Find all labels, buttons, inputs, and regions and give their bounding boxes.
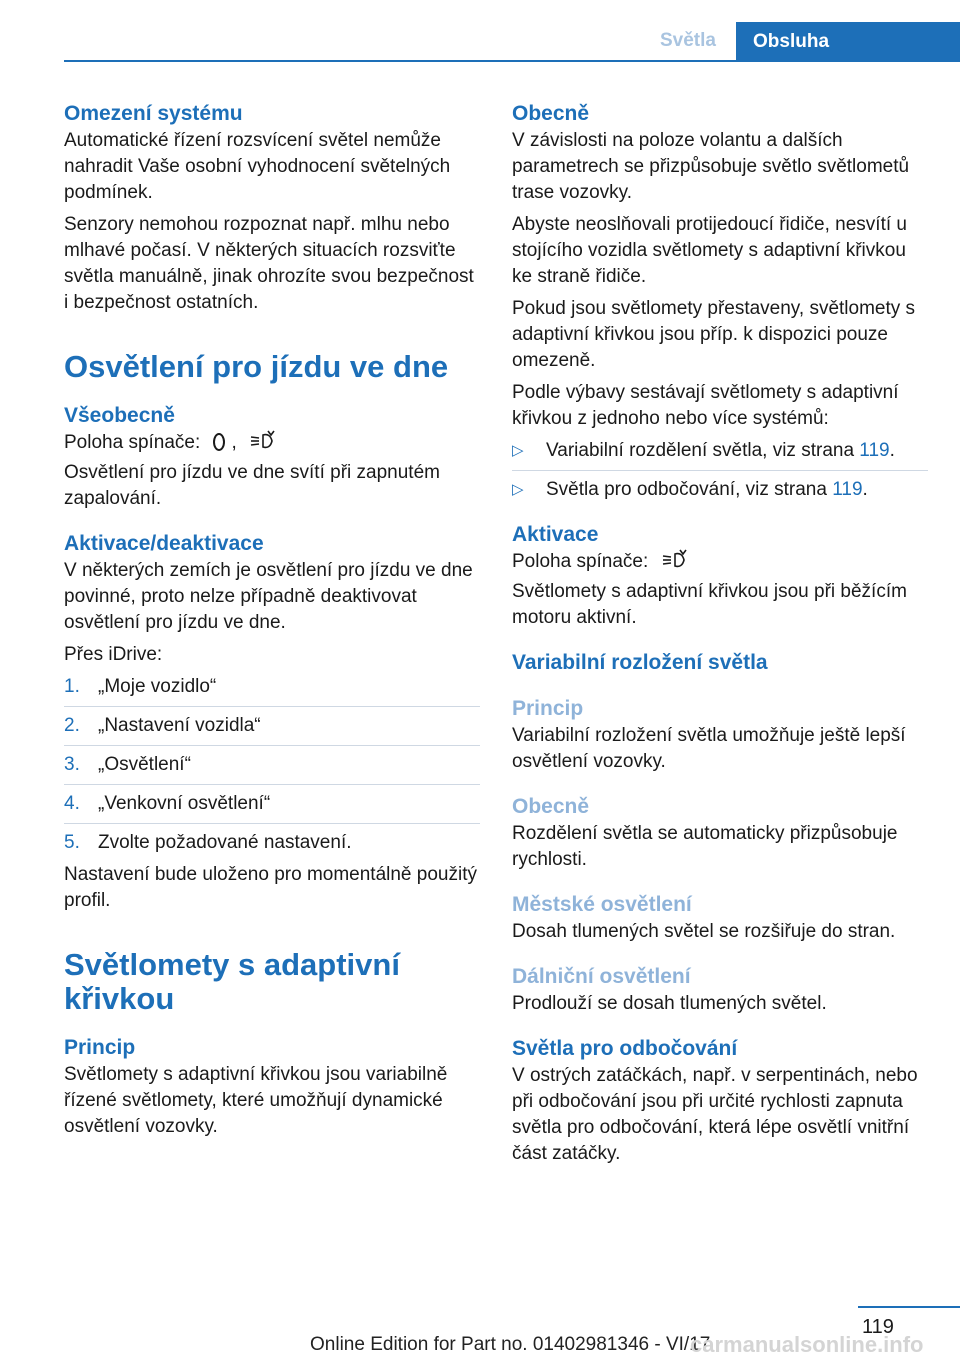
heading-obecne: Obecně — [512, 102, 590, 125]
step-text: „Nastavení vozidla“ — [98, 715, 261, 736]
ulozeno-paragraph: Nastavení bude uloženo pro momentálně použitý profil. — [64, 864, 477, 911]
switch-position-line — [64, 430, 480, 460]
switch-position-line — [512, 549, 928, 579]
step-number: 5. — [64, 832, 80, 853]
header-section-label: Světla — [660, 30, 716, 51]
list-item — [64, 830, 480, 856]
obecne-paragraph-4: Podle výbavy sestávají světlomety s adaptivní křivkou z jednoho nebo více systémů: — [512, 382, 899, 429]
bullet-triangle-icon: ▷ — [512, 481, 524, 498]
switch-position-label: Poloha spínače: — [512, 551, 649, 572]
heading-dalnicni: Dálniční osvětlení — [512, 965, 691, 988]
page-reference-link[interactable]: 119 — [832, 479, 863, 500]
step-number: 2. — [64, 715, 80, 736]
bullet-text: Světla pro odbočování, viz strana — [546, 479, 833, 500]
bullet-triangle-icon: ▷ — [512, 442, 524, 459]
princip-paragraph: Variabilní rozložení světla umožňuje ještě lepší osvětlení vozovky. — [512, 725, 906, 772]
heading-princip: Princip — [512, 697, 584, 720]
auto-headlight-icon — [248, 430, 278, 460]
vseobecne-paragraph: Osvětlení pro jízdu ve dne svítí při zapnutém zapalování. — [64, 462, 440, 509]
right-column — [512, 100, 928, 1167]
princip-paragraph: Světlomety s adaptivní křivkou jsou variabilně řízené světlomety, které umožňují dynamické osvětlení vozovky. — [64, 1064, 448, 1137]
list-item — [64, 674, 480, 700]
step-number: 4. — [64, 793, 80, 814]
heading-variabilni: Variabilní rozložení světla — [512, 651, 768, 674]
omezeni-paragraph-2: Senzory nemohou rozpoznat např. mlhu nebo mlhavé počasí. V některých situacích rozsviťte světla manuálně, jinak ohrozíte svou bezpečnost i bezpečnost ostatních. — [64, 214, 474, 313]
list-item: ▷ Světla pro odbočování, viz strana 119. — [512, 477, 928, 503]
heading-omezeni: Omezení systému — [64, 102, 243, 125]
step-number: 1. — [64, 676, 80, 697]
heading-mestske: Městské osvětlení — [512, 893, 692, 916]
footer-rule — [858, 1306, 960, 1308]
heading-aktivace: Aktivace — [512, 523, 599, 546]
obecne2-paragraph: Rozdělení světla se automaticky přizpůsobuje rychlosti. — [512, 823, 898, 870]
heading-adaptive: Světlomety s adaptivní křivkou — [64, 947, 400, 1016]
edition-footer: Online Edition for Part no. 01402981346 - VI/17 — [310, 1334, 711, 1355]
switch-position-0-icon — [212, 432, 226, 460]
bullet-text: Variabilní rozdělení světla, viz strana — [546, 440, 860, 461]
obecne-paragraph-2: Abyste neoslňovali protijedoucí řidiče, nesvítí u stojícího vozidla světlomety s adaptivní křivkou ke straně řidiče. — [512, 214, 907, 287]
mestske-paragraph: Dosah tlumených světel se rozšiřuje do stran. — [512, 921, 896, 942]
page-number: 119 — [862, 1316, 894, 1338]
auto-headlight-icon — [660, 549, 690, 579]
page-reference-link[interactable]: 119 — [859, 440, 890, 461]
heading-princip: Princip — [64, 1036, 136, 1059]
odbocovani-paragraph: V ostrých zatáčkách, např. v serpentinách, nebo při odbočování jsou při určité rychlosti zapnuta světla pro odbočování, která lépe osvětlí vnitřní část zatáčky. — [512, 1065, 918, 1164]
left-column — [64, 100, 480, 1140]
steps-list — [64, 674, 480, 856]
systems-list — [512, 438, 928, 503]
heading-odbocovani: Světla pro odbočování — [512, 1037, 738, 1060]
step-text: „Moje vozidlo“ — [98, 676, 217, 697]
step-text: „Osvětlení“ — [98, 754, 191, 775]
list-item — [64, 752, 480, 778]
list-item — [64, 713, 480, 739]
switch-position-label: Poloha spínače: — [64, 432, 201, 453]
list-item: ▷ Variabilní rozdělení světla, viz strana 119. — [512, 438, 928, 464]
watermark: carmanualsonline.info — [690, 1332, 924, 1357]
list-item — [64, 791, 480, 817]
step-text: „Venkovní osvětlení“ — [98, 793, 271, 814]
dalnicni-paragraph: Prodlouží se dosah tlumených světel. — [512, 993, 827, 1014]
obecne-paragraph-3: Pokud jsou světlomety přestaveny, světlomety s adaptivní křivkou jsou příp. k dispozici pouze omezeně. — [512, 298, 916, 371]
heading-obecne: Obecně — [512, 795, 590, 818]
aktivace-paragraph: V některých zemích je osvětlení pro jízdu ve dne povinné, proto nelze případně deaktivovat osvětlení pro jízdu ve dne. — [64, 560, 473, 633]
heading-drl: Osvětlení pro jízdu ve dne — [64, 349, 449, 384]
step-number: 3. — [64, 754, 80, 775]
header-tab-label: Obsluha — [736, 22, 960, 62]
step-text: Zvolte požadované nastavení. — [98, 832, 352, 853]
omezeni-paragraph-1: Automatické řízení rozsvícení světel nemůže nahradit Vaše osobní vyhodnocení světelných podmínek. — [64, 130, 451, 203]
idrive-paragraph: Přes iDrive: — [64, 644, 163, 665]
header-rule — [64, 60, 960, 62]
heading-aktivace-deaktivace: Aktivace/deaktivace — [64, 532, 264, 555]
switch-position-separator: , — [231, 432, 237, 453]
heading-vseobecne: Všeobecně — [64, 404, 175, 427]
aktivace-paragraph: Světlomety s adaptivní křivkou jsou při běžícím motoru aktivní. — [512, 581, 907, 628]
obecne-paragraph-1: V závislosti na poloze volantu a dalších parametrech se přizpůsobuje světlo světlometů trase vozovky. — [512, 130, 910, 203]
